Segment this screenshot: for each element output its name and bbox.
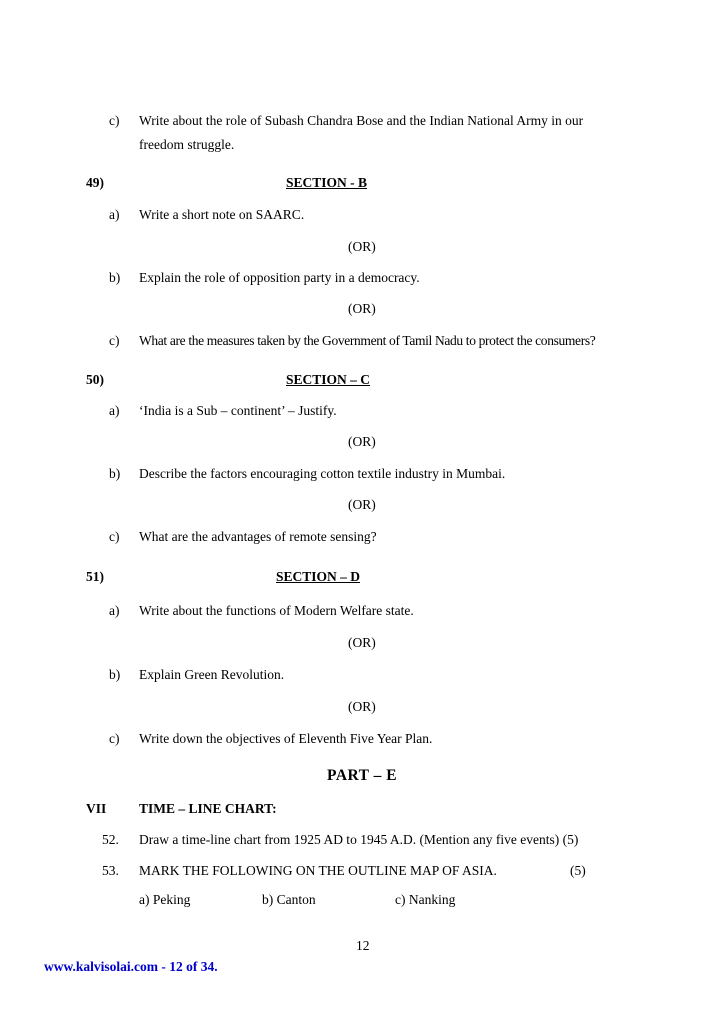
section-heading: SECTION – D	[276, 569, 361, 584]
option-text: What are the measures taken by the Government of Tamil Nadu to protect the consumers?	[139, 333, 596, 348]
map-option: c) Nanking	[395, 892, 456, 907]
section-heading: SECTION - B	[286, 175, 368, 190]
map-option: b) Canton	[262, 892, 316, 907]
question-number: 52.	[102, 832, 119, 847]
option-label: a)	[109, 603, 120, 618]
or-separator: (OR)	[348, 699, 376, 714]
option-text: Explain Green Revolution.	[139, 667, 285, 682]
option-label: b)	[109, 667, 121, 682]
question-number: 49)	[86, 175, 104, 190]
question-text: Draw a time-line chart from 1925 AD to 1945 A.D. (Mention any five events) (5)	[139, 832, 579, 847]
or-separator: (OR)	[348, 497, 376, 512]
subsection-heading: TIME – LINE CHART:	[139, 801, 277, 816]
question-text: MARK THE FOLLOWING ON THE OUTLINE MAP OF ASIA.	[139, 863, 497, 878]
part-heading: PART – E	[327, 767, 398, 784]
page-number: 12	[356, 938, 370, 953]
option-text: Write a short note on SAARC.	[139, 207, 305, 222]
option-label: a)	[109, 207, 120, 222]
or-separator: (OR)	[348, 434, 376, 449]
option-text: Write about the functions of Modern Welfare state.	[139, 603, 414, 618]
option-text: ‘India is a Sub – continent’ – Justify.	[139, 403, 337, 418]
question-number: 50)	[86, 372, 104, 387]
question-number: 51)	[86, 569, 104, 584]
map-option: a) Peking	[139, 892, 191, 907]
question-text: Write about the role of Subash Chandra Bose and the Indian National Army in our	[139, 113, 584, 128]
option-text: Write down the objectives of Eleventh Five Year Plan.	[139, 731, 433, 746]
option-label: c)	[109, 731, 120, 746]
option-label: c)	[109, 333, 120, 348]
marks: (5)	[570, 863, 586, 878]
roman-numeral: VII	[86, 801, 107, 816]
or-separator: (OR)	[348, 635, 376, 650]
or-separator: (OR)	[348, 301, 376, 316]
option-label: c)	[109, 529, 120, 544]
option-text: Describe the factors encouraging cotton textile industry in Mumbai.	[139, 466, 506, 481]
option-label: b)	[109, 270, 121, 285]
question-number: 53.	[102, 863, 119, 878]
option-label: a)	[109, 403, 120, 418]
or-separator: (OR)	[348, 239, 376, 254]
question-text-continued: freedom struggle.	[139, 137, 235, 152]
option-text: Explain the role of opposition party in a democracy.	[139, 270, 420, 285]
section-heading: SECTION – C	[286, 372, 371, 387]
option-label: b)	[109, 466, 121, 481]
option-text: What are the advantages of remote sensing?	[139, 529, 377, 544]
footer-website-link[interactable]: www.kalvisolai.com - 12 of 34.	[44, 959, 218, 974]
question-label: c)	[109, 113, 120, 128]
